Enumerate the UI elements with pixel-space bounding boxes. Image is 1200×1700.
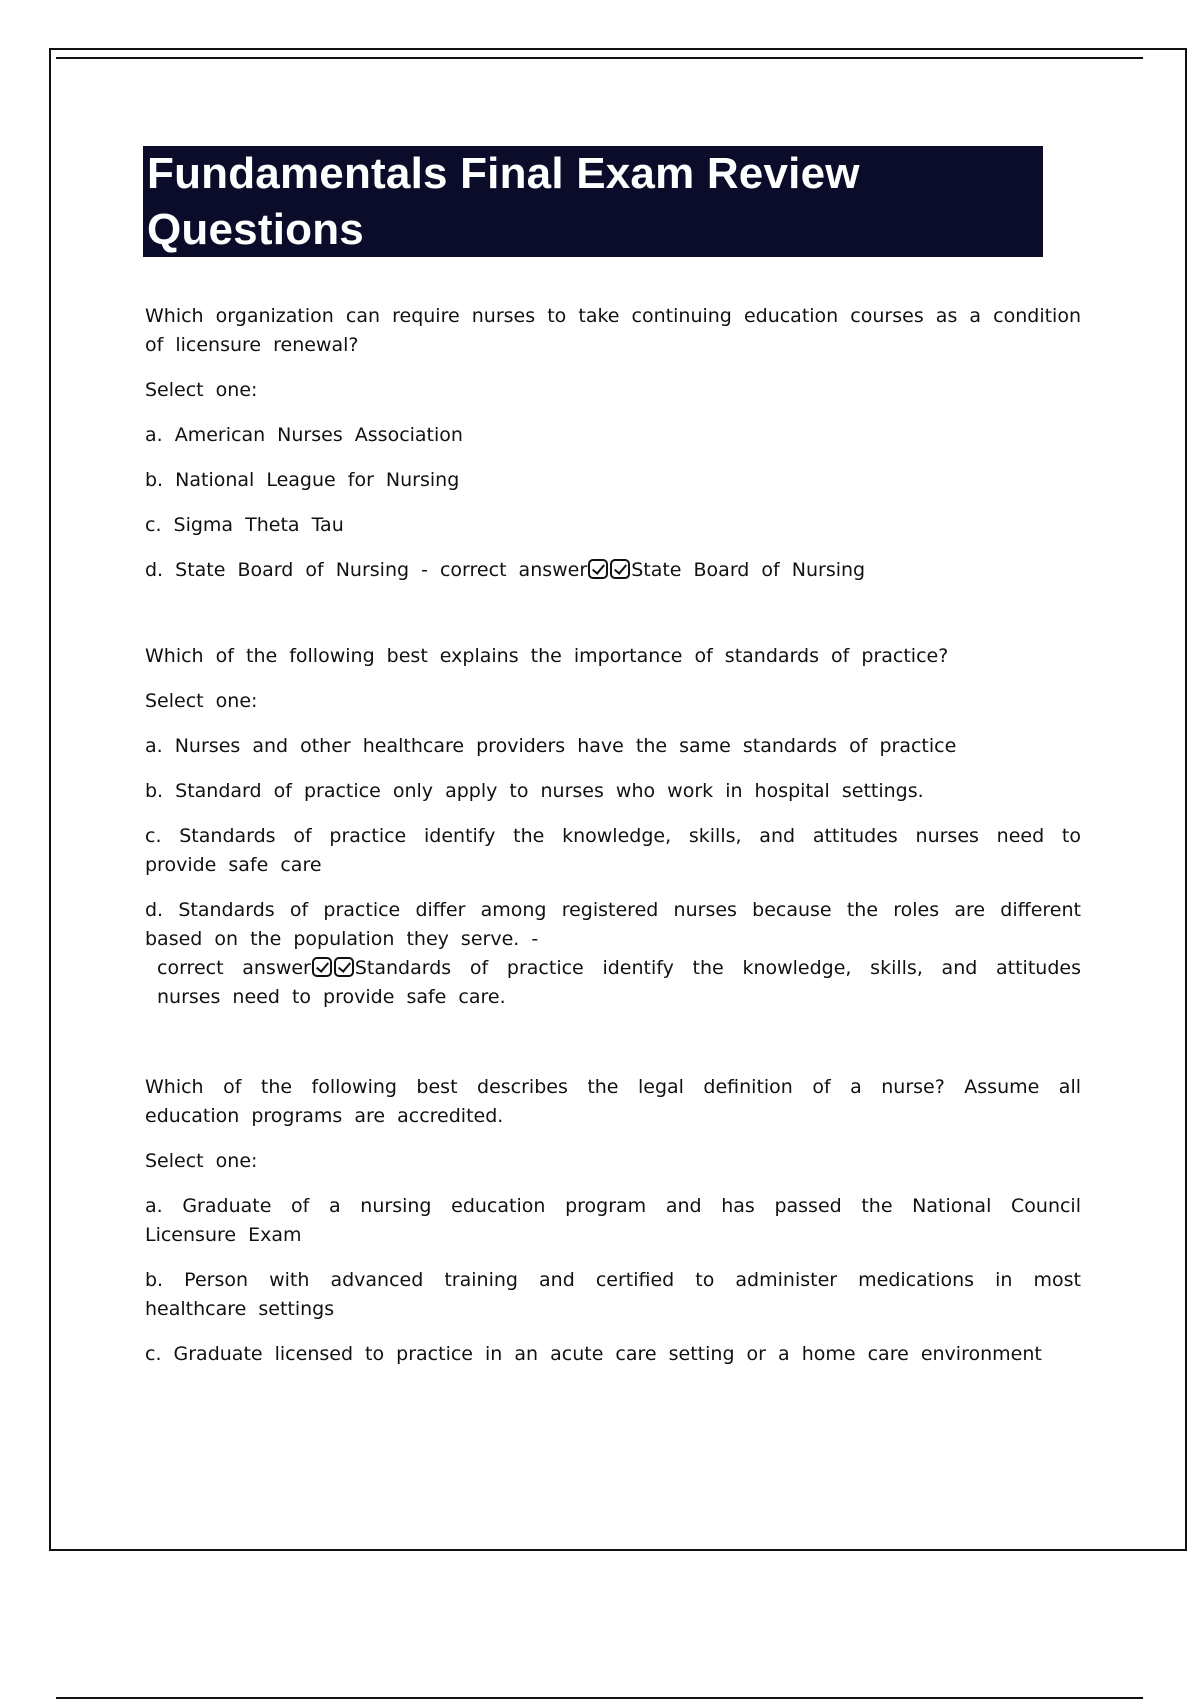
- option-c: c. Standards of practice identify the knowledge, skills, and attitudes nurses need to provide safe care: [145, 825, 1081, 876]
- question-text: Which of the following best describes the legal definition of a nurse? Assume all education programs are accredited.: [145, 1076, 1081, 1127]
- question-text: Which organization can require nurses to take continuing education courses as a condition of licensure renewal?: [145, 305, 1081, 356]
- option-b: b. Standard of practice only apply to nurses who work in hospital settings.: [145, 780, 924, 802]
- checkbox-checked-icon: [610, 559, 630, 579]
- option-c: c. Sigma Theta Tau: [145, 514, 344, 536]
- title-line-1: Fundamentals Final Exam Review: [147, 149, 860, 198]
- option-d: d. State Board of Nursing - correct answer: [145, 559, 588, 581]
- answer-line: [145, 954, 1081, 1012]
- bottom-rule: [56, 1697, 1143, 1699]
- question-1: [145, 302, 1081, 585]
- option-d-with-answer: [145, 556, 1081, 585]
- correct-answer-label: correct answer: [157, 957, 311, 979]
- questions-list: [145, 302, 1081, 1385]
- option-c: c. Graduate licensed to practice in an acute care setting or a home care environment: [145, 1343, 1042, 1365]
- checkbox-checked-icon: [334, 957, 354, 977]
- correct-answer: State Board of Nursing: [631, 559, 866, 581]
- option-d-with-answer: [145, 896, 1081, 1012]
- option-b: b. National League for Nursing: [145, 469, 460, 491]
- select-one-label: Select one:: [145, 1150, 258, 1172]
- correct-answer: Standards of practice identify the knowledge, skills, and attitudes nurses need to provide safe care.: [157, 957, 1081, 1008]
- title-line-2: Questions: [147, 205, 364, 254]
- question-2: [145, 642, 1081, 1012]
- option-d: d. Standards of practice differ among registered nurses because the roles are different based on the population they serve. -: [145, 899, 1081, 950]
- checkbox-checked-icon: [588, 559, 608, 579]
- question-text: Which of the following best explains the importance of standards of practice?: [145, 645, 949, 667]
- option-a: a. American Nurses Association: [145, 424, 463, 446]
- checkbox-checked-icon: [312, 957, 332, 977]
- option-a: a. Nurses and other healthcare providers have the same standards of practice: [145, 735, 957, 757]
- question-3: [145, 1073, 1081, 1369]
- title-banner: [143, 146, 1043, 257]
- select-one-label: Select one:: [145, 690, 258, 712]
- page-title: [147, 146, 1039, 258]
- top-rule: [56, 57, 1143, 59]
- option-a: a. Graduate of a nursing education program and has passed the National Council Licensure Exam: [145, 1195, 1081, 1246]
- option-b: b. Person with advanced training and certified to administer medications in most healthcare settings: [145, 1269, 1081, 1320]
- select-one-label: Select one:: [145, 379, 258, 401]
